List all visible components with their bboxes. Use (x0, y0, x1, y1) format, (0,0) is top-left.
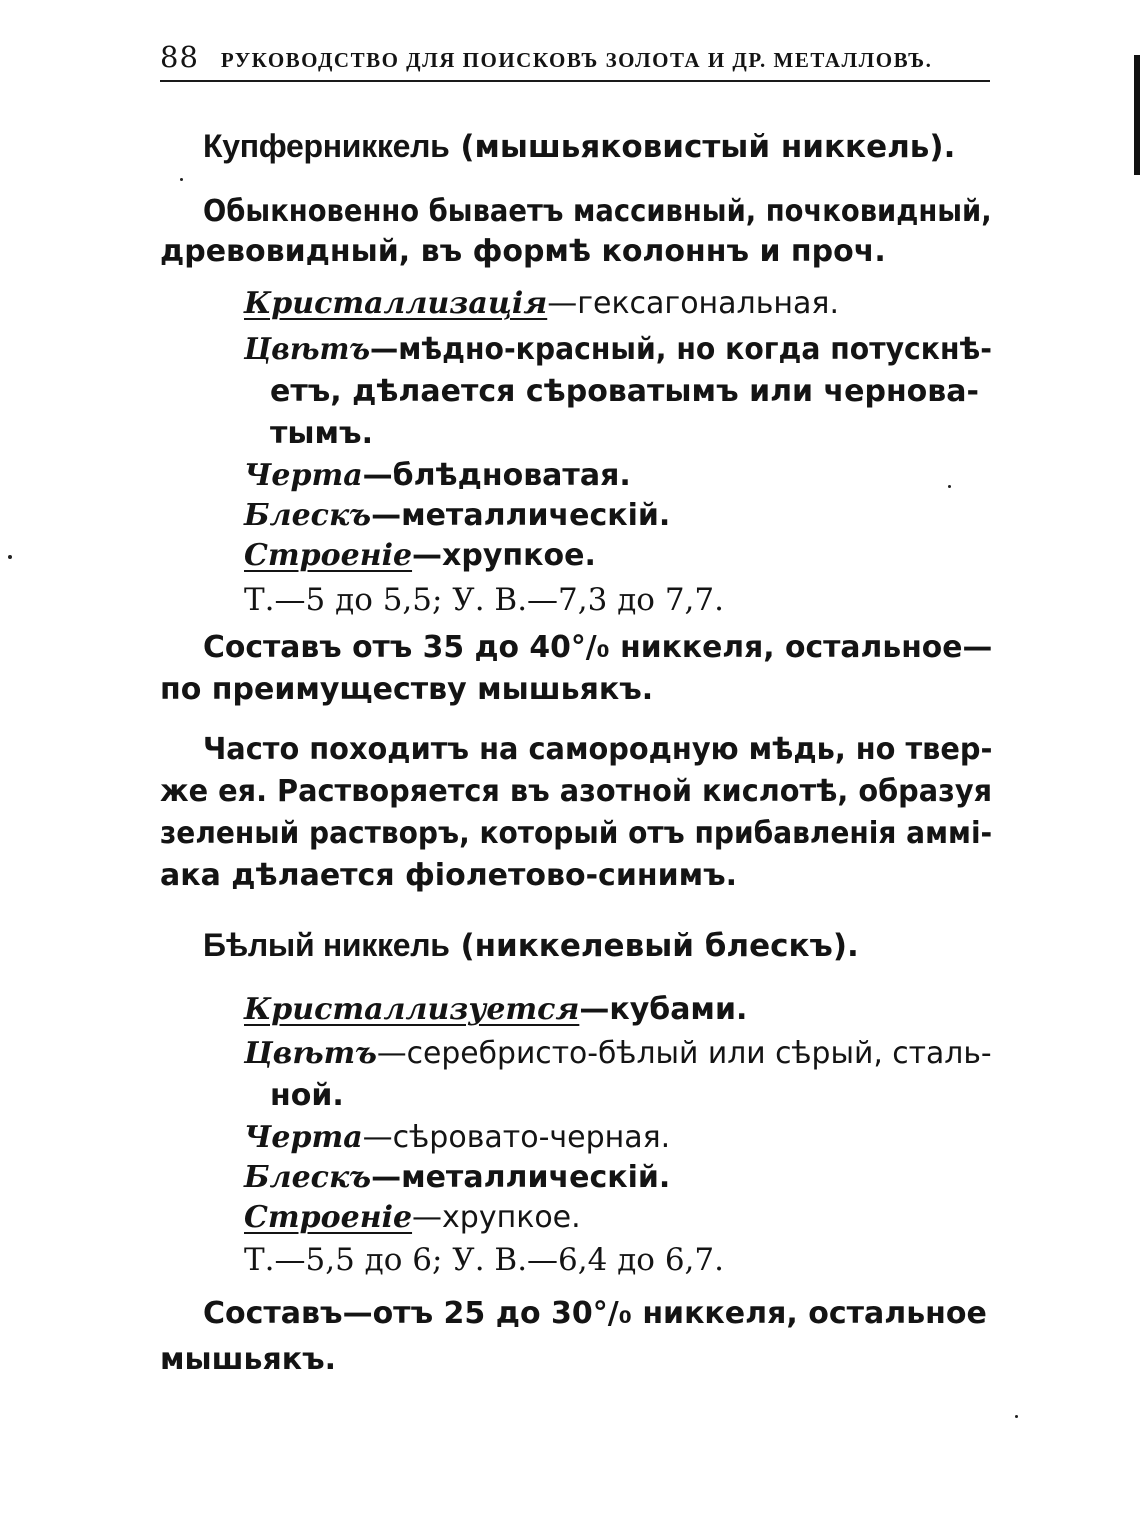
section1-color-value-3: тымъ. (270, 416, 373, 451)
section2-luster-value: —металлическій. (371, 1160, 671, 1195)
scan-speck (1015, 1415, 1018, 1418)
section1-intro-line-1: Обыкновенно бываетъ массивный, почковидный, (203, 194, 992, 229)
section1-heading-rest: (мышьяковистый никкель). (460, 129, 956, 165)
section1-note-line-4: ака дѣлается фіолетово-синимъ. (160, 858, 738, 893)
section2-cryst-value: —кубами. (579, 992, 748, 1027)
section2-prop-streak (244, 1118, 670, 1158)
section2-color-value-2: ной. (270, 1078, 344, 1113)
section1-note-line-3: зеленый растворъ, который отъ прибавленія аммі- (160, 816, 993, 851)
section2-struct-value: —хрупкое. (412, 1200, 581, 1235)
section2-luster-label: Блескъ (244, 1160, 372, 1195)
running-header (160, 40, 990, 82)
section1-heading (203, 126, 955, 167)
section1-color-value-1: —мѣдно-красный, но когда потускнѣ- (370, 332, 993, 367)
section2-heading (203, 925, 859, 966)
section1-hardness: Т.—5 до 5,5; У. В.—7,3 до 7,7. (244, 582, 724, 618)
section1-struct-label: Строеніе (244, 538, 413, 573)
section1-note-line-2: же ея. Растворяется въ азотной кислотѣ, образуя (160, 774, 993, 809)
section2-cryst-label: Кристаллизуется (244, 992, 580, 1027)
section2-prop-color (244, 1034, 992, 1074)
scan-speck (8, 555, 12, 559)
section1-intro-line-2: древовидный, въ формѣ колоннъ и проч. (160, 234, 886, 269)
section1-prop-structure (244, 536, 596, 576)
section1-prop-luster (244, 496, 670, 536)
section1-composition-line-1: Составъ отъ 35 до 40°/₀ никкеля, остальное— (203, 630, 993, 665)
section1-color-value-2: етъ, дѣлается сѣроватымъ или чернова- (270, 374, 979, 409)
section2-color-label: Цвѣтъ (244, 1036, 377, 1071)
section1-streak-label: Черта (244, 458, 363, 493)
section2-heading-term: Бѣлый никкель (203, 927, 450, 963)
section1-color-label: Цвѣтъ (244, 332, 371, 367)
section1-luster-value: —металлическій. (371, 498, 671, 533)
section2-heading-rest: (никкелевый блескъ). (460, 928, 859, 964)
section1-note-line-1: Часто походитъ на самородную мѣдь, но твер- (203, 732, 993, 767)
section1-prop-streak (244, 456, 631, 496)
scan-speck (948, 485, 951, 488)
section2-streak-value: —сѣровато-черная. (362, 1120, 671, 1155)
page-number: 88 (160, 40, 199, 74)
page-edge-mark (1134, 55, 1140, 175)
section1-struct-value: —хрупкое. (412, 538, 596, 573)
section1-prop-crystallization (244, 284, 839, 324)
section1-luster-label: Блескъ (244, 498, 372, 533)
section2-prop-structure (244, 1198, 581, 1238)
section1-composition-line-2: по преимуществу мышьякъ. (160, 672, 654, 707)
section1-heading-term: Купферниккель (203, 128, 450, 164)
section1-cryst-label: Кристаллизація (244, 286, 548, 321)
section2-hardness: Т.—5,5 до 6; У. В.—6,4 до 6,7. (244, 1242, 724, 1278)
section2-composition-line-1: Составъ—отъ 25 до 30°/₀ никкеля, остальное (203, 1296, 987, 1331)
section2-streak-label: Черта (244, 1120, 363, 1155)
section2-prop-luster (244, 1158, 670, 1198)
section1-cryst-value: —гексагональная. (547, 286, 839, 321)
section2-struct-label: Строеніе (244, 1200, 413, 1235)
section1-prop-color (244, 330, 992, 370)
section2-color-value-1: —серебристо-бѣлый или сѣрый, сталь- (376, 1036, 992, 1071)
running-title: РУКОВОДСТВО ДЛЯ ПОИСКОВЪ ЗОЛОТА И ДР. МЕТАЛЛОВЪ. (220, 48, 933, 72)
scan-speck (180, 178, 183, 181)
section2-prop-crystallization (244, 990, 747, 1030)
section1-streak-value: —блѣдноватая. (362, 458, 631, 493)
section2-composition-line-2: мышьякъ. (160, 1342, 337, 1377)
